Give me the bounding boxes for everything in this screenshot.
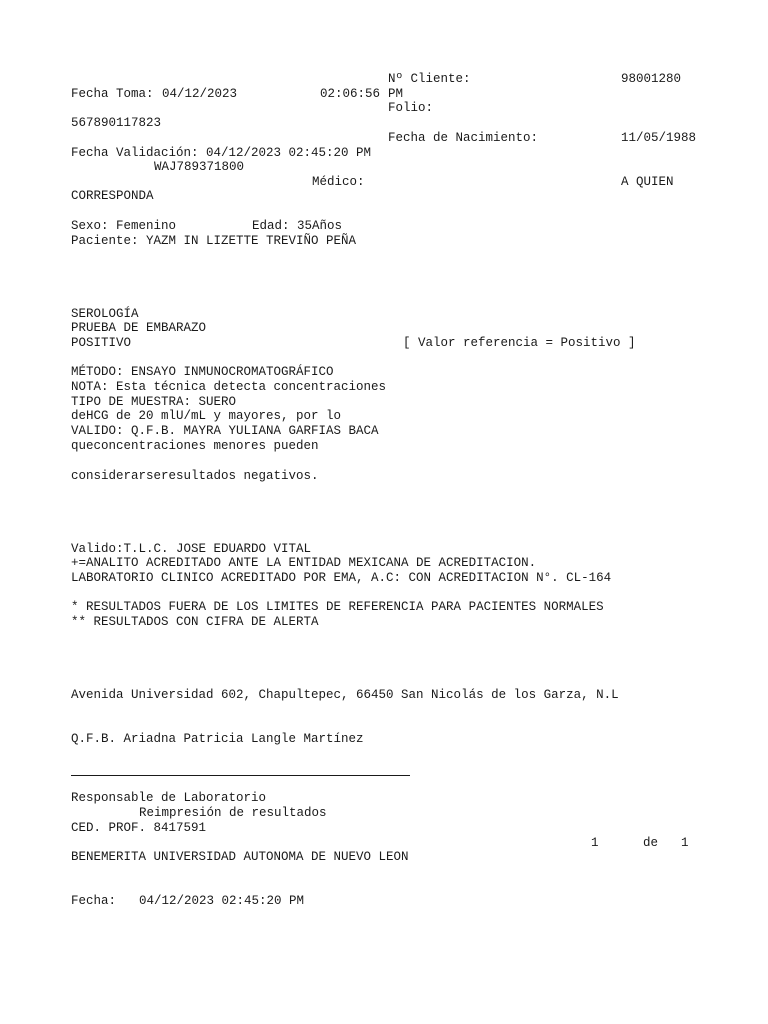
valido-tlc: Valido:T.L.C. JOSE EDUARDO VITAL bbox=[71, 542, 312, 556]
medico-value: A QUIEN bbox=[621, 175, 674, 189]
fecha-toma-date: 04/12/2023 bbox=[162, 87, 238, 101]
fecha-value: 04/12/2023 02:45:20 PM bbox=[139, 894, 305, 908]
nota-menores: queconcentraciones menores pueden bbox=[71, 439, 319, 453]
fecha-toma-label: Fecha Toma: bbox=[71, 87, 154, 101]
reference-value: [ Valor referencia = Positivo ] bbox=[403, 336, 636, 350]
sexo: Sexo: Femenino bbox=[71, 219, 177, 233]
legend-cifra-alerta: ** RESULTADOS CON CIFRA DE ALERTA bbox=[71, 615, 319, 629]
birth-date-label: Fecha de Nacimiento: bbox=[388, 131, 539, 145]
tipo-muestra: TIPO DE MUESTRA: SUERO bbox=[71, 395, 237, 409]
fecha-label: Fecha: bbox=[71, 894, 117, 908]
page-current: 1 bbox=[591, 836, 599, 850]
laboratorio-acreditado: LABORATORIO CLINICO ACREDITADO POR EMA, A.C: CON ACREDITACION N°. CL-164 bbox=[71, 571, 612, 585]
signer-name: Q.F.B. Ariadna Patricia Langle Martínez bbox=[71, 732, 364, 746]
medico-value-continued: CORRESPONDA bbox=[71, 189, 154, 203]
valido-qfb: VALIDO: Q.F.B. MAYRA YULIANA GARFIAS BACA bbox=[71, 424, 379, 438]
validation-code: WAJ789371800 bbox=[154, 160, 245, 174]
test-name: PRUEBA DE EMBARAZO bbox=[71, 321, 207, 335]
fecha-toma-time: 02:06:56 bbox=[320, 87, 381, 101]
ced-prof: CED. PROF. 8417591 bbox=[71, 821, 207, 835]
nota-negativos: considerarseresultados negativos. bbox=[71, 469, 319, 483]
metodo: MÉTODO: ENSAYO INMUNOCROMATOGRÁFICO bbox=[71, 365, 334, 379]
client-number-value: 98001280 bbox=[621, 72, 682, 86]
address: Avenida Universidad 602, Chapultepec, 66450 San Nicolás de los Garza, N.L bbox=[71, 688, 619, 702]
page-de: de bbox=[643, 836, 659, 850]
signature-line bbox=[71, 775, 410, 776]
folio-value: 567890117823 bbox=[71, 116, 162, 130]
nota: NOTA: Esta técnica detecta concentraciones bbox=[71, 380, 387, 394]
nota-hcg: deHCG de 20 mlU/mL y mayores, por lo bbox=[71, 409, 342, 423]
fecha-validacion: Fecha Validación: 04/12/2023 02:45:20 PM bbox=[71, 146, 372, 160]
legend-fuera-limites: * RESULTADOS FUERA DE LOS LIMITES DE REFERENCIA PARA PACIENTES NORMALES bbox=[71, 600, 604, 614]
university: BENEMERITA UNIVERSIDAD AUTONOMA DE NUEVO LEON bbox=[71, 850, 409, 864]
reimpresion: Reimpresión de resultados bbox=[139, 806, 327, 820]
birth-date-value: 11/05/1988 bbox=[621, 131, 697, 145]
medico-label: Médico: bbox=[312, 175, 365, 189]
edad: Edad: 35Años bbox=[252, 219, 343, 233]
responsable: Responsable de Laboratorio bbox=[71, 791, 267, 805]
test-result: POSITIVO bbox=[71, 336, 132, 350]
section-title: SEROLOGÍA bbox=[71, 307, 139, 321]
page-total: 1 bbox=[681, 836, 689, 850]
fecha-toma-ampm: PM bbox=[388, 87, 404, 101]
client-number-label: Nº Cliente: bbox=[388, 72, 471, 86]
paciente: Paciente: YAZM IN LIZETTE TREVIÑO PEÑA bbox=[71, 234, 357, 248]
folio-label: Folio: bbox=[388, 101, 434, 115]
analito-acreditado: +=ANALITO ACREDITADO ANTE LA ENTIDAD MEXICANA DE ACREDITACION. bbox=[71, 556, 537, 570]
